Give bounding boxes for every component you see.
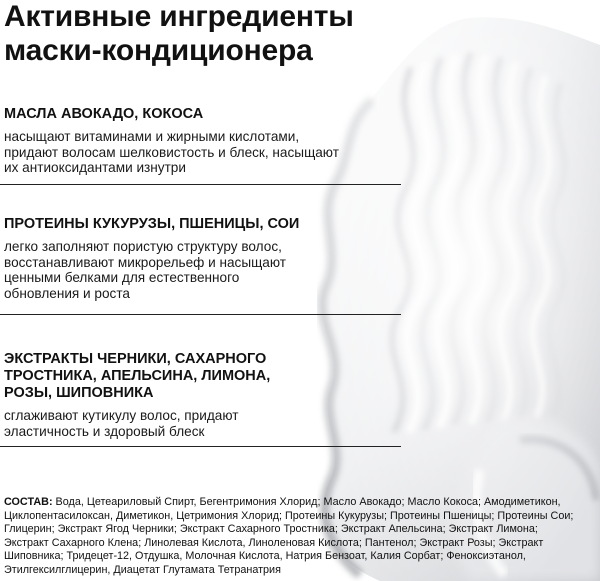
composition-text [4,496,596,578]
ingredient-block-oils [4,106,404,176]
ingredient-description [4,239,404,301]
ingredient-block-extracts [4,351,404,439]
ingredient-description-line: обновления и роста [4,285,130,301]
divider [0,184,401,185]
ingredient-heading-line: РОЗЫ, ШИПОВНИКА [4,385,154,401]
page-title [4,0,354,68]
ingredient-description-line: восстанавливают микрорельеф и насыщают [4,254,286,270]
ingredient-description-line: насыщают витаминами и жирными кислотами, [4,129,300,144]
composition-line: Шиповника; Тридецет-12, Отдушка, Молочная Кислота, Натрия Бензоат, Калия Сорбат; Феноксиэтанол, [4,550,526,563]
ingredient-description-line: сглаживают кутикулу волос, придают [4,408,239,423]
page-title-line-1: Активные ингредиенты [4,0,354,33]
composition-line: Экстракт Сахарного Клена; Линолевая Кислота, Линоленовая Кислота; Пантенол; Экстракт Розы; Экстракт [4,536,544,549]
ingredient-heading-line: ПРОТЕИНЫ КУКУРУЗЫ, ПШЕНИЦЫ, СОИ [4,216,300,232]
composition-line: Глицерин; Экстракт Ягод Черники; Экстракт Сахарного Тростника; Экстракт Апельсина; Экстракт Лимона; [4,523,538,536]
composition-line: Циклопентасилоксан, Диметикон, Цетримония Хлорид; Протеины Кукурузы; Протеины Пшеницы; Протеины Сои; [4,509,574,522]
page-title-line-2: маски-кондиционера [4,34,313,67]
composition-line: Этилгексилглицерин, Диацетат Глутамата Тетранатрия [4,563,281,576]
ingredient-heading-line: МАСЛА АВОКАДО, КОКОСА [4,106,204,122]
composition-line-text: Вода, Цетеариловый Спирт, Бегентримония Хлорид; Масло Авокадо; Масло Кокоса; Амодиметикон, [52,496,561,508]
ingredient-heading [4,216,404,233]
divider [0,314,401,315]
ingredient-heading-line: ЭКСТРАКТЫ ЧЕРНИКИ, САХАРНОГО [4,351,267,367]
ingredient-description-line: эластичность и здоровый блеск [4,423,205,439]
ingredient-heading-line: ТРОСТНИКА, АПЕЛЬСИНА, ЛИМОНА, [4,368,271,384]
divider [0,446,401,447]
ingredient-description-line: их антиоксидантами изнутри [4,160,186,176]
composition-label: СОСТАВ: [4,496,53,508]
ingredient-description-line: придают волосам шелковистость и блеск, насыщают [4,144,339,160]
ingredient-description-line: легко заполняют пористую структуру волос, [4,239,282,254]
ingredient-block-proteins [4,216,404,301]
ingredient-description-line: ценными белками для естественного [4,270,240,286]
ingredient-heading [4,106,404,123]
ingredient-heading [4,351,404,402]
composition-line [4,496,596,510]
ingredient-description [4,408,404,439]
ingredient-description [4,129,404,176]
